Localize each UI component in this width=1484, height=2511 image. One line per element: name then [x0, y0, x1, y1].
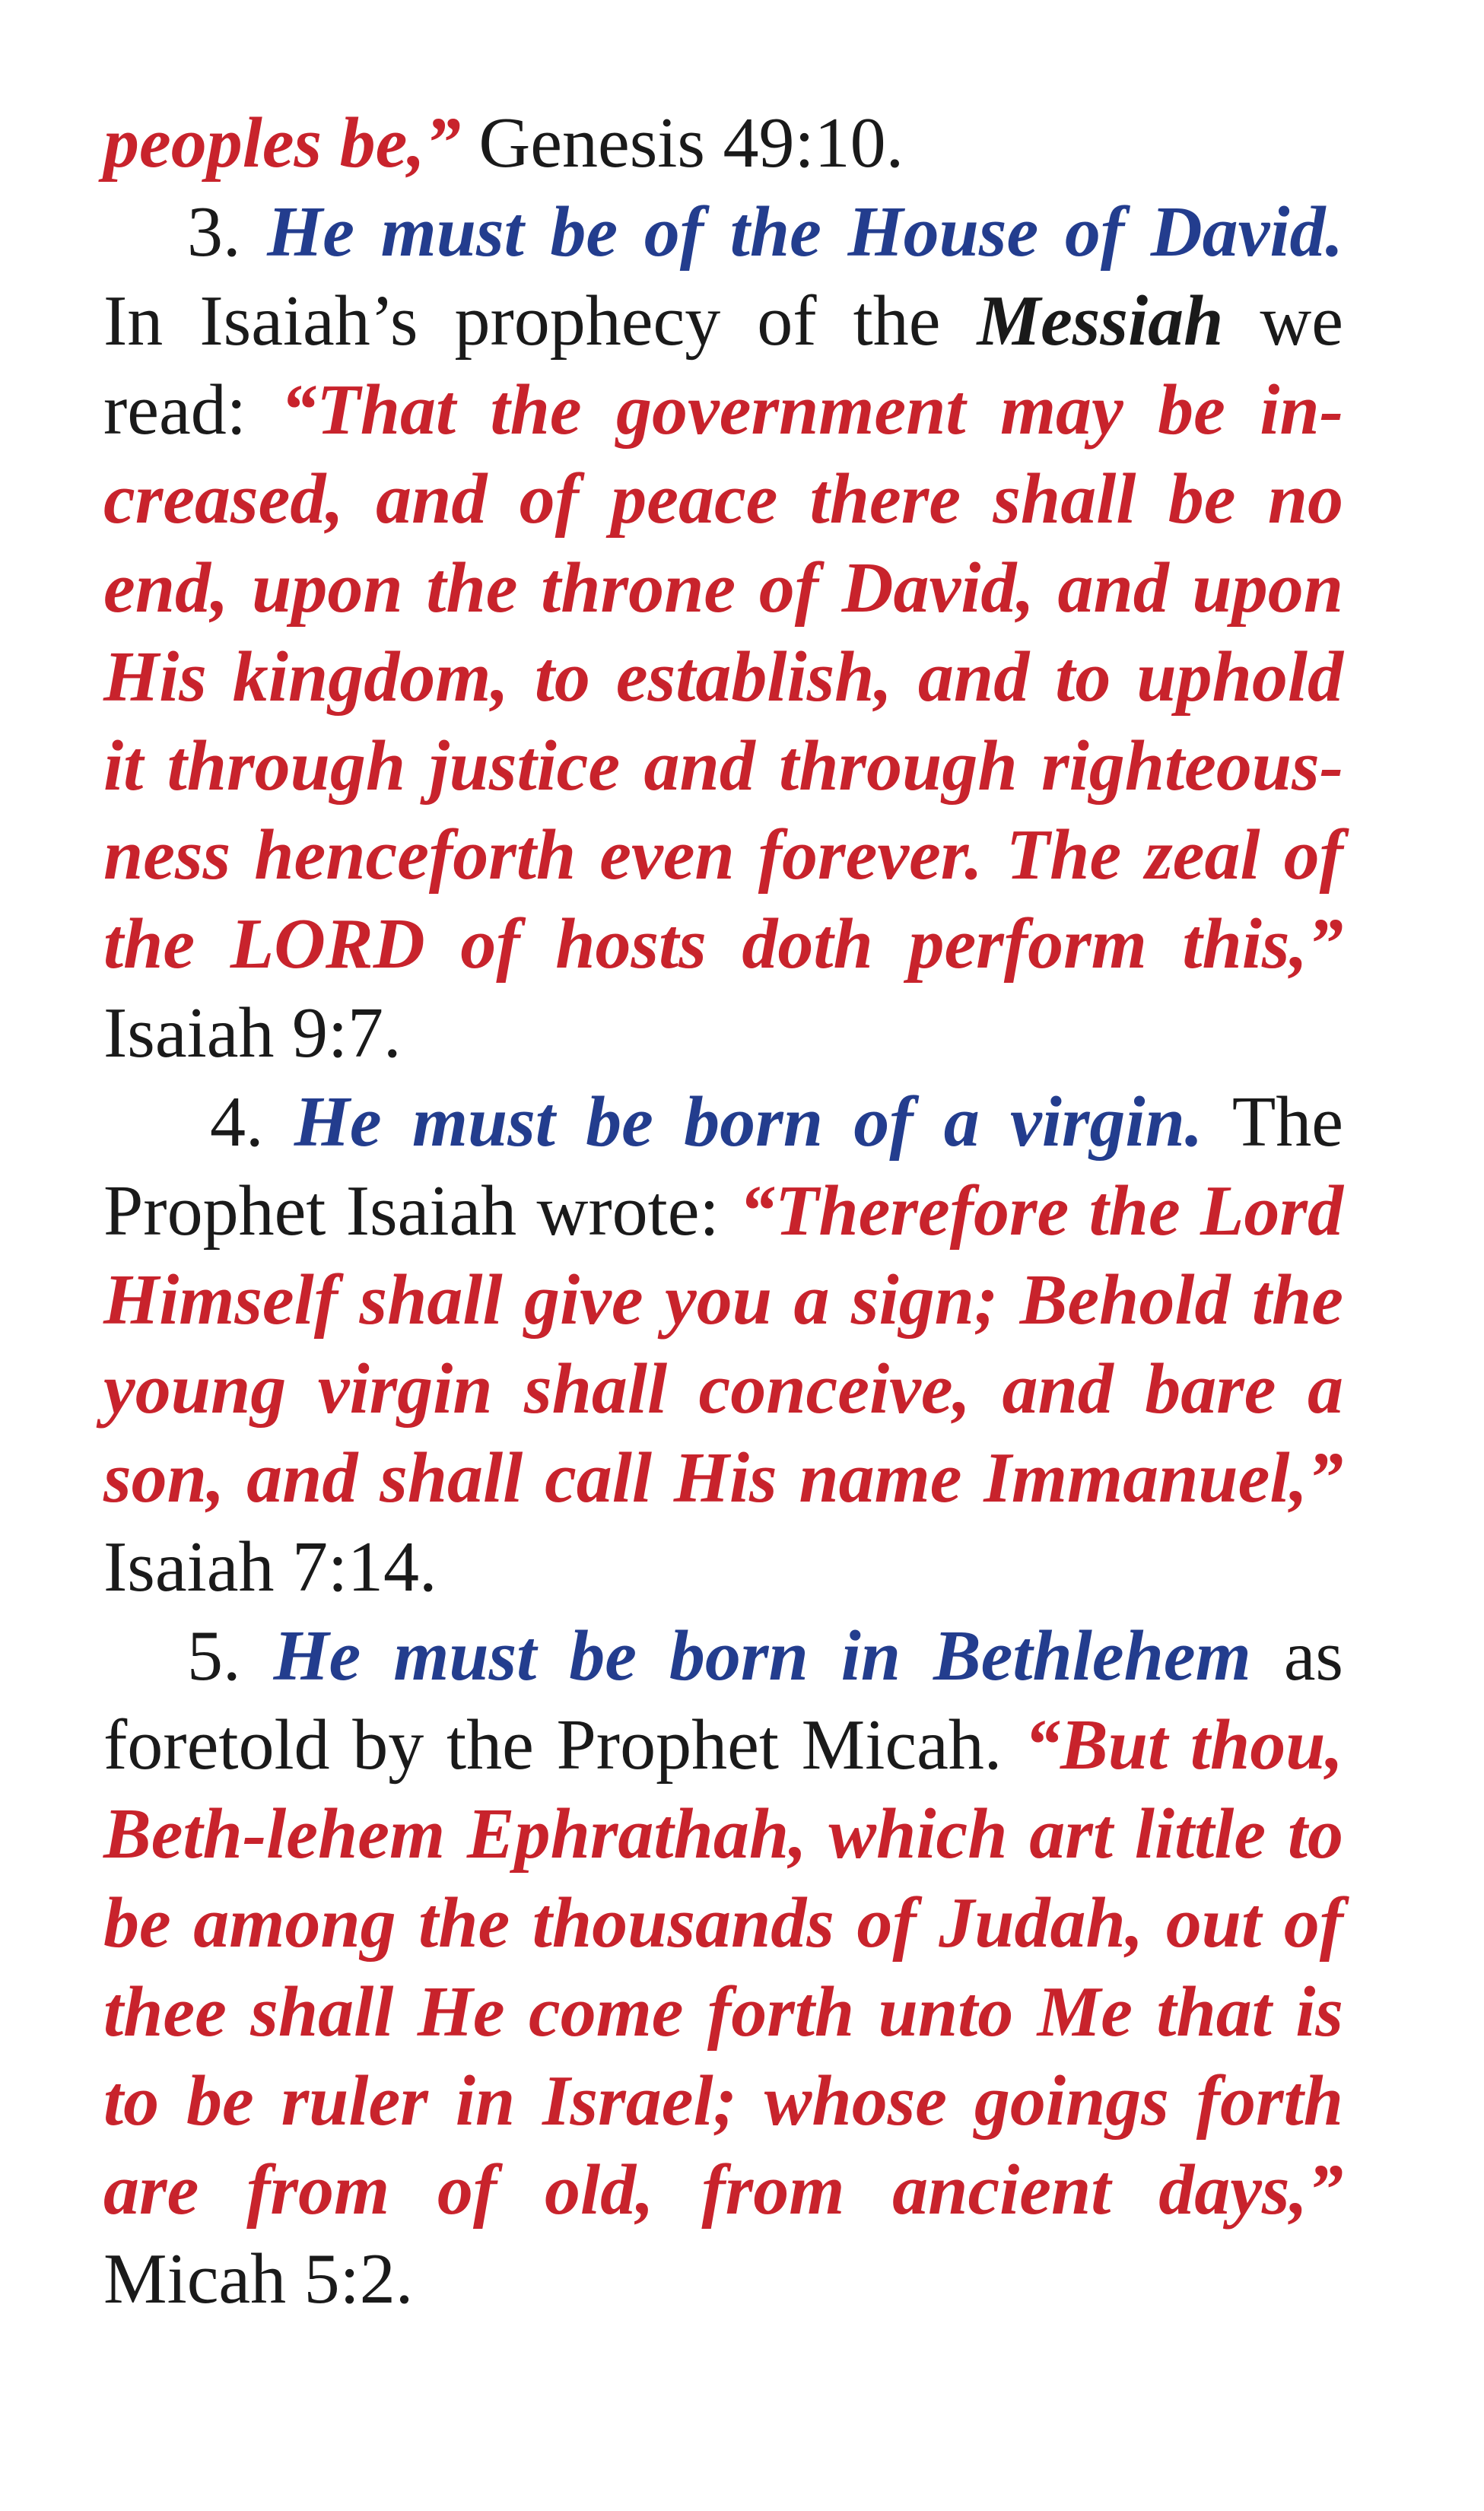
- point-heading: He must be born of a virgin.: [294, 1082, 1203, 1162]
- scripture-quote: “But thou, Beth-lehem Ephrathah, which art little to be among the thousands of Judah, out of thee shall He come forth unto Me that is to be ruler in Israel; whose goings forth are from of old, from ancient days,”: [103, 1705, 1344, 2230]
- scripture-quote: “Therefore the Lord Himself shall give you a sign; Behold the young virgin shall conceive, and bare a son, and shall call His name Immanuel,”: [103, 1171, 1343, 1518]
- scripture-quote: peoples be,”: [103, 103, 461, 183]
- point-number: 5.: [187, 1616, 241, 1696]
- scripture-reference: Isaiah 9:7.: [103, 993, 402, 1073]
- point-heading: He must be born in Bethlehem: [273, 1616, 1251, 1696]
- emphasized-word: Messiah: [977, 281, 1224, 361]
- page-content: [103, 99, 1343, 2324]
- scripture-reference: Isaiah 7:14.: [103, 1527, 437, 1607]
- paragraph-point-3: [103, 188, 1343, 1078]
- paragraph-point-4: [103, 1078, 1343, 1612]
- body-text: In Isaiah’s prophecy of the: [103, 281, 941, 361]
- paragraph-point-5: [103, 1612, 1343, 2324]
- point-number: 4.: [210, 1082, 264, 1162]
- paragraph-genesis-continuation: [103, 99, 1343, 188]
- scripture-quote: “That the government may be increased, and of peace there shall be no end, upon the throne of David, and upon His kingdom, to establish, and to uphold it through justice and through righteousness henceforth even forever. The zeal of the LORD of hosts doth perform this,”: [103, 370, 1344, 984]
- body-text: we read:: [103, 281, 1343, 450]
- scripture-reference: Genesis 49:10.: [478, 103, 904, 183]
- point-number: 3.: [187, 192, 241, 272]
- scripture-reference: Micah 5:2.: [103, 2239, 414, 2319]
- body-text: The Prophet Isaiah wrote:: [103, 1082, 1343, 1251]
- point-heading: He must be of the House of David.: [267, 192, 1344, 272]
- body-text: as foretold by the Prophet Micah.: [103, 1616, 1344, 1785]
